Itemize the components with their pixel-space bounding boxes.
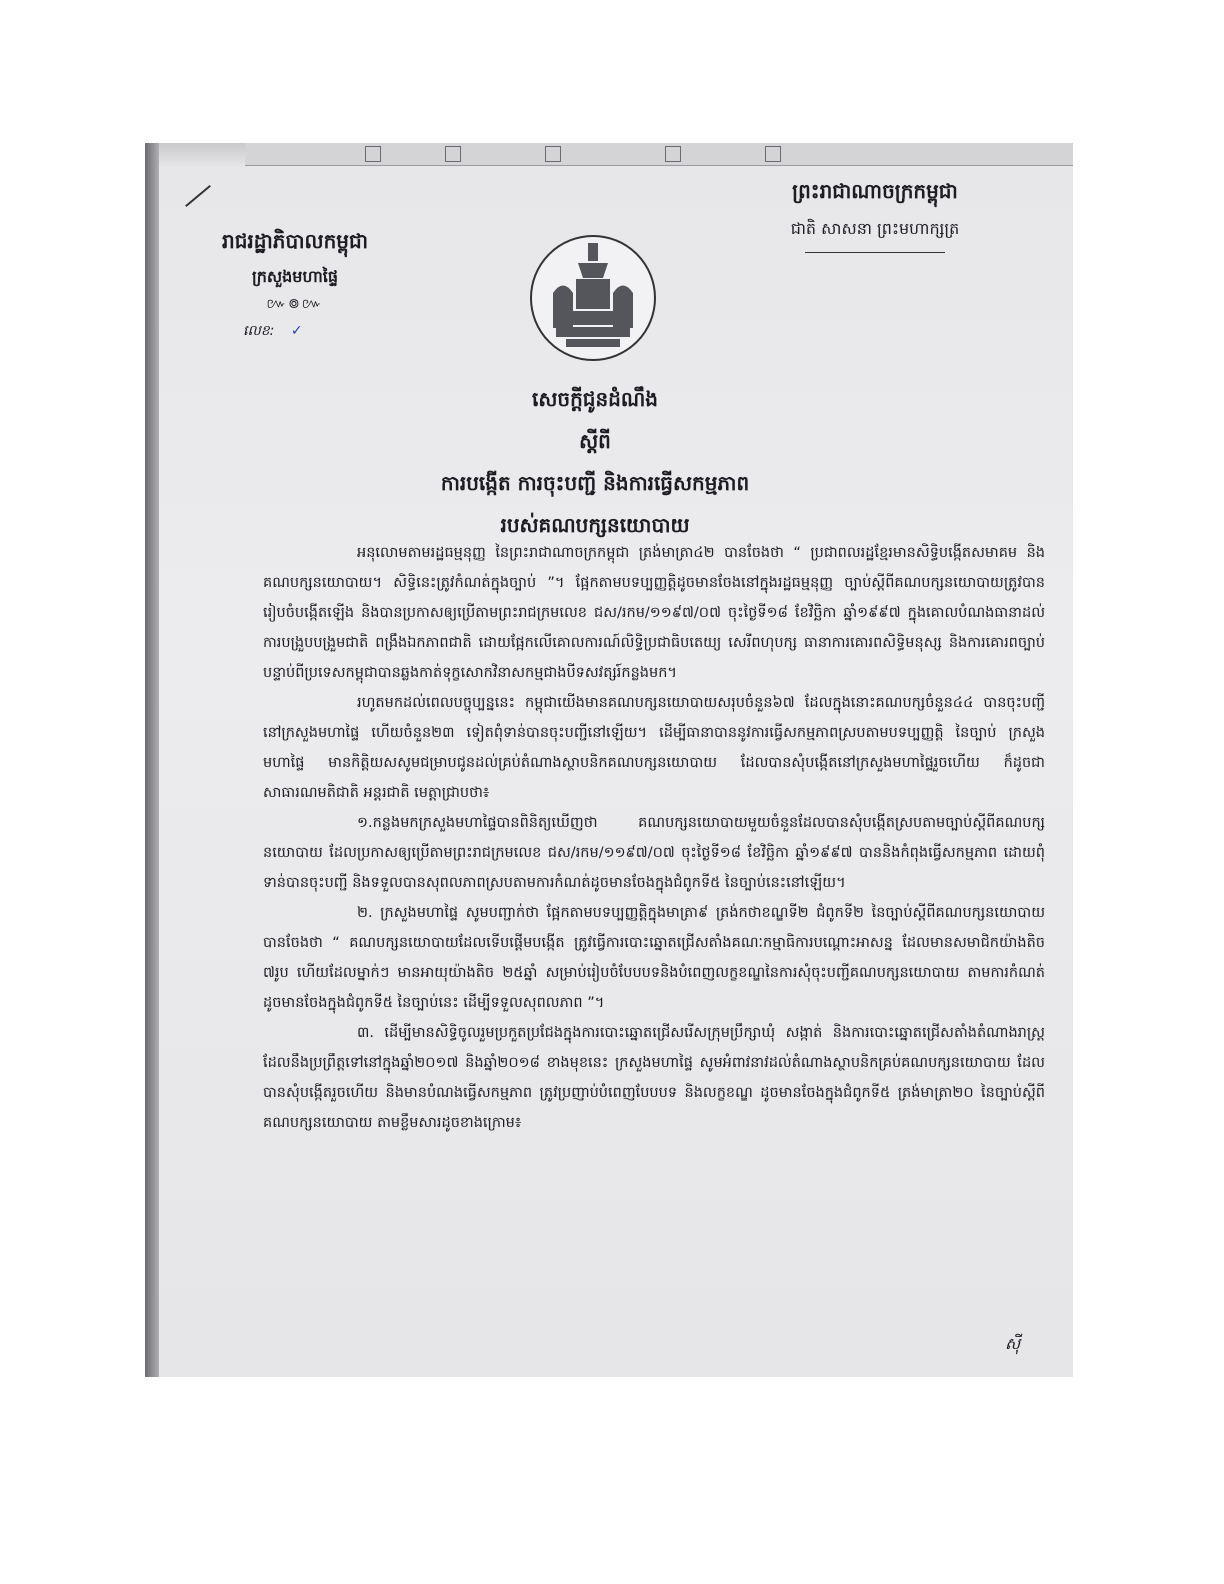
underlying-sheet [245, 143, 1073, 166]
ministry-name: ក្រសួងមហាផ្ទៃ [251, 267, 338, 286]
reference-number [205, 321, 385, 342]
government-name: រាជរដ្ឋាភិបាលកម្ពុជា [222, 229, 368, 253]
paragraph-5: ៣. ដើម្បីមានសិទ្ធិចូលរួមប្រកួតប្រជែងក្នុងការបោះឆ្នោតជ្រើសរើសក្រុមប្រឹក្សាឃុំ សង្កាត់ និងការបោះឆ្នោតជ្រើសតាំងតំណាងរាស្ត្រ ដែលនឹងប្រព្រឹត្តទៅនៅក្នុងឆ្នាំ២០១៧ និងឆ្នាំ២០១៨ ខាងមុខនេះ ក្រសួងមហាផ្ទៃ សូមអំពាវនាវដល់តំណាងស្ថាបនិកគ្រប់គណបក្សនយោបាយ ដែលបានសុំបង្កើតរួចហើយ និងមានបំណងធ្វើសកម្មភាព ត្រូវប្រញាប់បំពេញបែបបទ និងលក្ខខណ្ឌ ដូចមានចែងក្នុងជំពូកទី៥ ត្រង់មាត្រា២០ នៃច្បាប់ស្តីពីគណបក្សនយោបាយ តាមខ្លឹមសារដូចខាងក្រោម៖ [263, 1025, 1045, 1131]
initials-mark: ស៊ី [1005, 1334, 1021, 1353]
paragraph-4: ២. ក្រសួងមហាផ្ទៃ សូមបញ្ជាក់ថា ផ្អែកតាមបទប្បញ្ញត្តិក្នុងមាត្រា៩ ត្រង់កថាខណ្ឌទី២ ជំពូកទី២ នៃច្បាប់ស្តីពីគណបក្សនយោបាយ បានចែងថា “ គណបក្សនយោបាយដែលទើបផ្តើមបង្កើត ត្រូវធ្វើការបោះឆ្នោតជ្រើសតាំងគណៈកម្មាធិការបណ្តោះអាសន្ន ដែលមានសមាជិកយ៉ាងតិច ៧រូប ហើយដែលម្នាក់ៗ មានអាយុយ៉ាងតិច ២៥ឆ្នាំ សម្រាប់រៀបចំបែបបទនិងបំពេញលក្ខខណ្ឌនៃការសុំចុះបញ្ជីគណបក្សនយោបាយ តាមការកំណត់ដូចមានចែងក្នុងជំពូកទី៥ នៃច្បាប់នេះ ដើម្បីទទួលសុពលភាព ”។ [263, 905, 1045, 1011]
title-line-4: របស់គណបក្សនយោបាយ [500, 513, 690, 537]
title-line-2: ស្តីពី [579, 429, 611, 453]
document-photo [145, 143, 1073, 1377]
photo-edge-shadow [145, 143, 159, 1377]
kingdom-name: ព្រះរាជាណាចក្រកម្ពុជា [792, 179, 958, 203]
paragraph-1: អនុលោមតាមរដ្ឋធម្មនុញ្ញ នៃព្រះរាជាណាចក្រកម្ពុជា ត្រង់មាត្រា៤២ បានចែងថា “ ប្រជាពលរដ្ឋខ្មែរមានសិទ្ធិបង្កើតសមាគម និងគណបក្សនយោបាយ។ សិទ្ធិនេះត្រូវកំណត់ក្នុងច្បាប់ ”។ ផ្អែកតាមបទប្បញ្ញត្តិដូចមានចែងនៅក្នុងរដ្ឋធម្មនុញ្ញ ច្បាប់ស្តីពីគណបក្សនយោបាយត្រូវបានរៀបចំបង្កើតឡើង និងបានប្រកាសឲ្យប្រើតាមព្រះរាជក្រមលេខ ជស/រកម/១១៩៧/០៧ ចុះថ្ងៃទី១៨ ខែវិច្ឆិកា ឆ្នាំ១៩៩៧ ក្នុងគោលបំណងធានាដល់ការបង្រួបបង្រួមជាតិ ពង្រឹងឯកភាពជាតិ ដោយផ្អែកលើគោលការណ៍លិទ្ធិប្រជាធិបតេយ្យ សេរីពហុបក្ស ធានាការគោរពសិទ្ធិមនុស្ស និងការគោរពច្បាប់ បន្ទាប់ពីប្រទេសកម្ពុជាបានឆ្លងកាត់ទុក្ខសោកវិនាសកម្មជាងបីទសវត្សរ៍កន្លងមក។ [263, 545, 1045, 681]
paragraph-2: រហូតមកដល់ពេលបច្ចុប្បន្ននេះ កម្ពុជាយើងមានគណបក្សនយោបាយសរុបចំនួន៦៧ ដែលក្នុងនោះគណបក្សចំនួន៤៤ បានចុះបញ្ជីនៅក្រសួងមហាផ្ទៃ ហើយចំនួន២៣ ទៀតពុំទាន់បានចុះបញ្ជីនៅឡើយ។ ដើម្បីធានាបាននូវការធ្វើសកម្មភាពស្របតាមបទប្បញ្ញត្តិ នៃច្បាប់ ក្រសួងមហាផ្ទៃ មានកិត្តិយសសូមជម្រាបជូនដល់គ្រប់តំណាងស្ថាបនិកគណបក្សនយោបាយ ដែលបានសុំបង្កើតនៅក្រសួងមហាផ្ទៃរួចហើយ ក៏ដូចជាសាធារណមតិជាតិ អន្តរជាតិ មេត្តាជ្រាបថា៖ [263, 695, 1045, 801]
check-mark: ✓ [290, 323, 303, 339]
motto-divider [805, 252, 945, 253]
issuer-block [205, 228, 385, 342]
pen-mark [185, 185, 211, 207]
royal-emblem-icon [528, 233, 658, 363]
title-line-1: សេចក្តីជូនដំណឹង [532, 387, 658, 411]
kingdom-block [755, 178, 995, 253]
national-motto: ជាតិ សាសនា ព្រះមហាក្សត្រ [790, 219, 960, 238]
notice-title [305, 386, 885, 554]
notice-body [263, 538, 1045, 1138]
ornament: ៚៙៚ [266, 296, 324, 312]
number-label: លេខ: [243, 323, 275, 339]
paragraph-3: ១.កន្លងមកក្រសួងមហាផ្ទៃបានពិនិត្យឃើញថា គណបក្សនយោបាយមួយចំនួនដែលបានសុំបង្កើតស្របតាមច្បាប់ស្តីពីគណបក្សនយោបាយ ដែលប្រកាសឲ្យប្រើតាមព្រះរាជក្រមលេខ ជស/រកម/១១៩៧/០៧ ចុះថ្ងៃទី១៨ ខែវិច្ឆិកា ឆ្នាំ១៩៩៧ បាននិងកំពុងធ្វើសកម្មភាព ដោយពុំទាន់បានចុះបញ្ជី និងទទួលបានសុពលភាពស្របតាមការកំណត់ដូចមានចែងក្នុងជំពូកទី៥ នៃច្បាប់នេះនៅឡើយ។ [263, 815, 1045, 891]
title-line-3: ការបង្កើត ការចុះបញ្ជី និងការធ្វើសកម្មភាព [440, 471, 750, 495]
